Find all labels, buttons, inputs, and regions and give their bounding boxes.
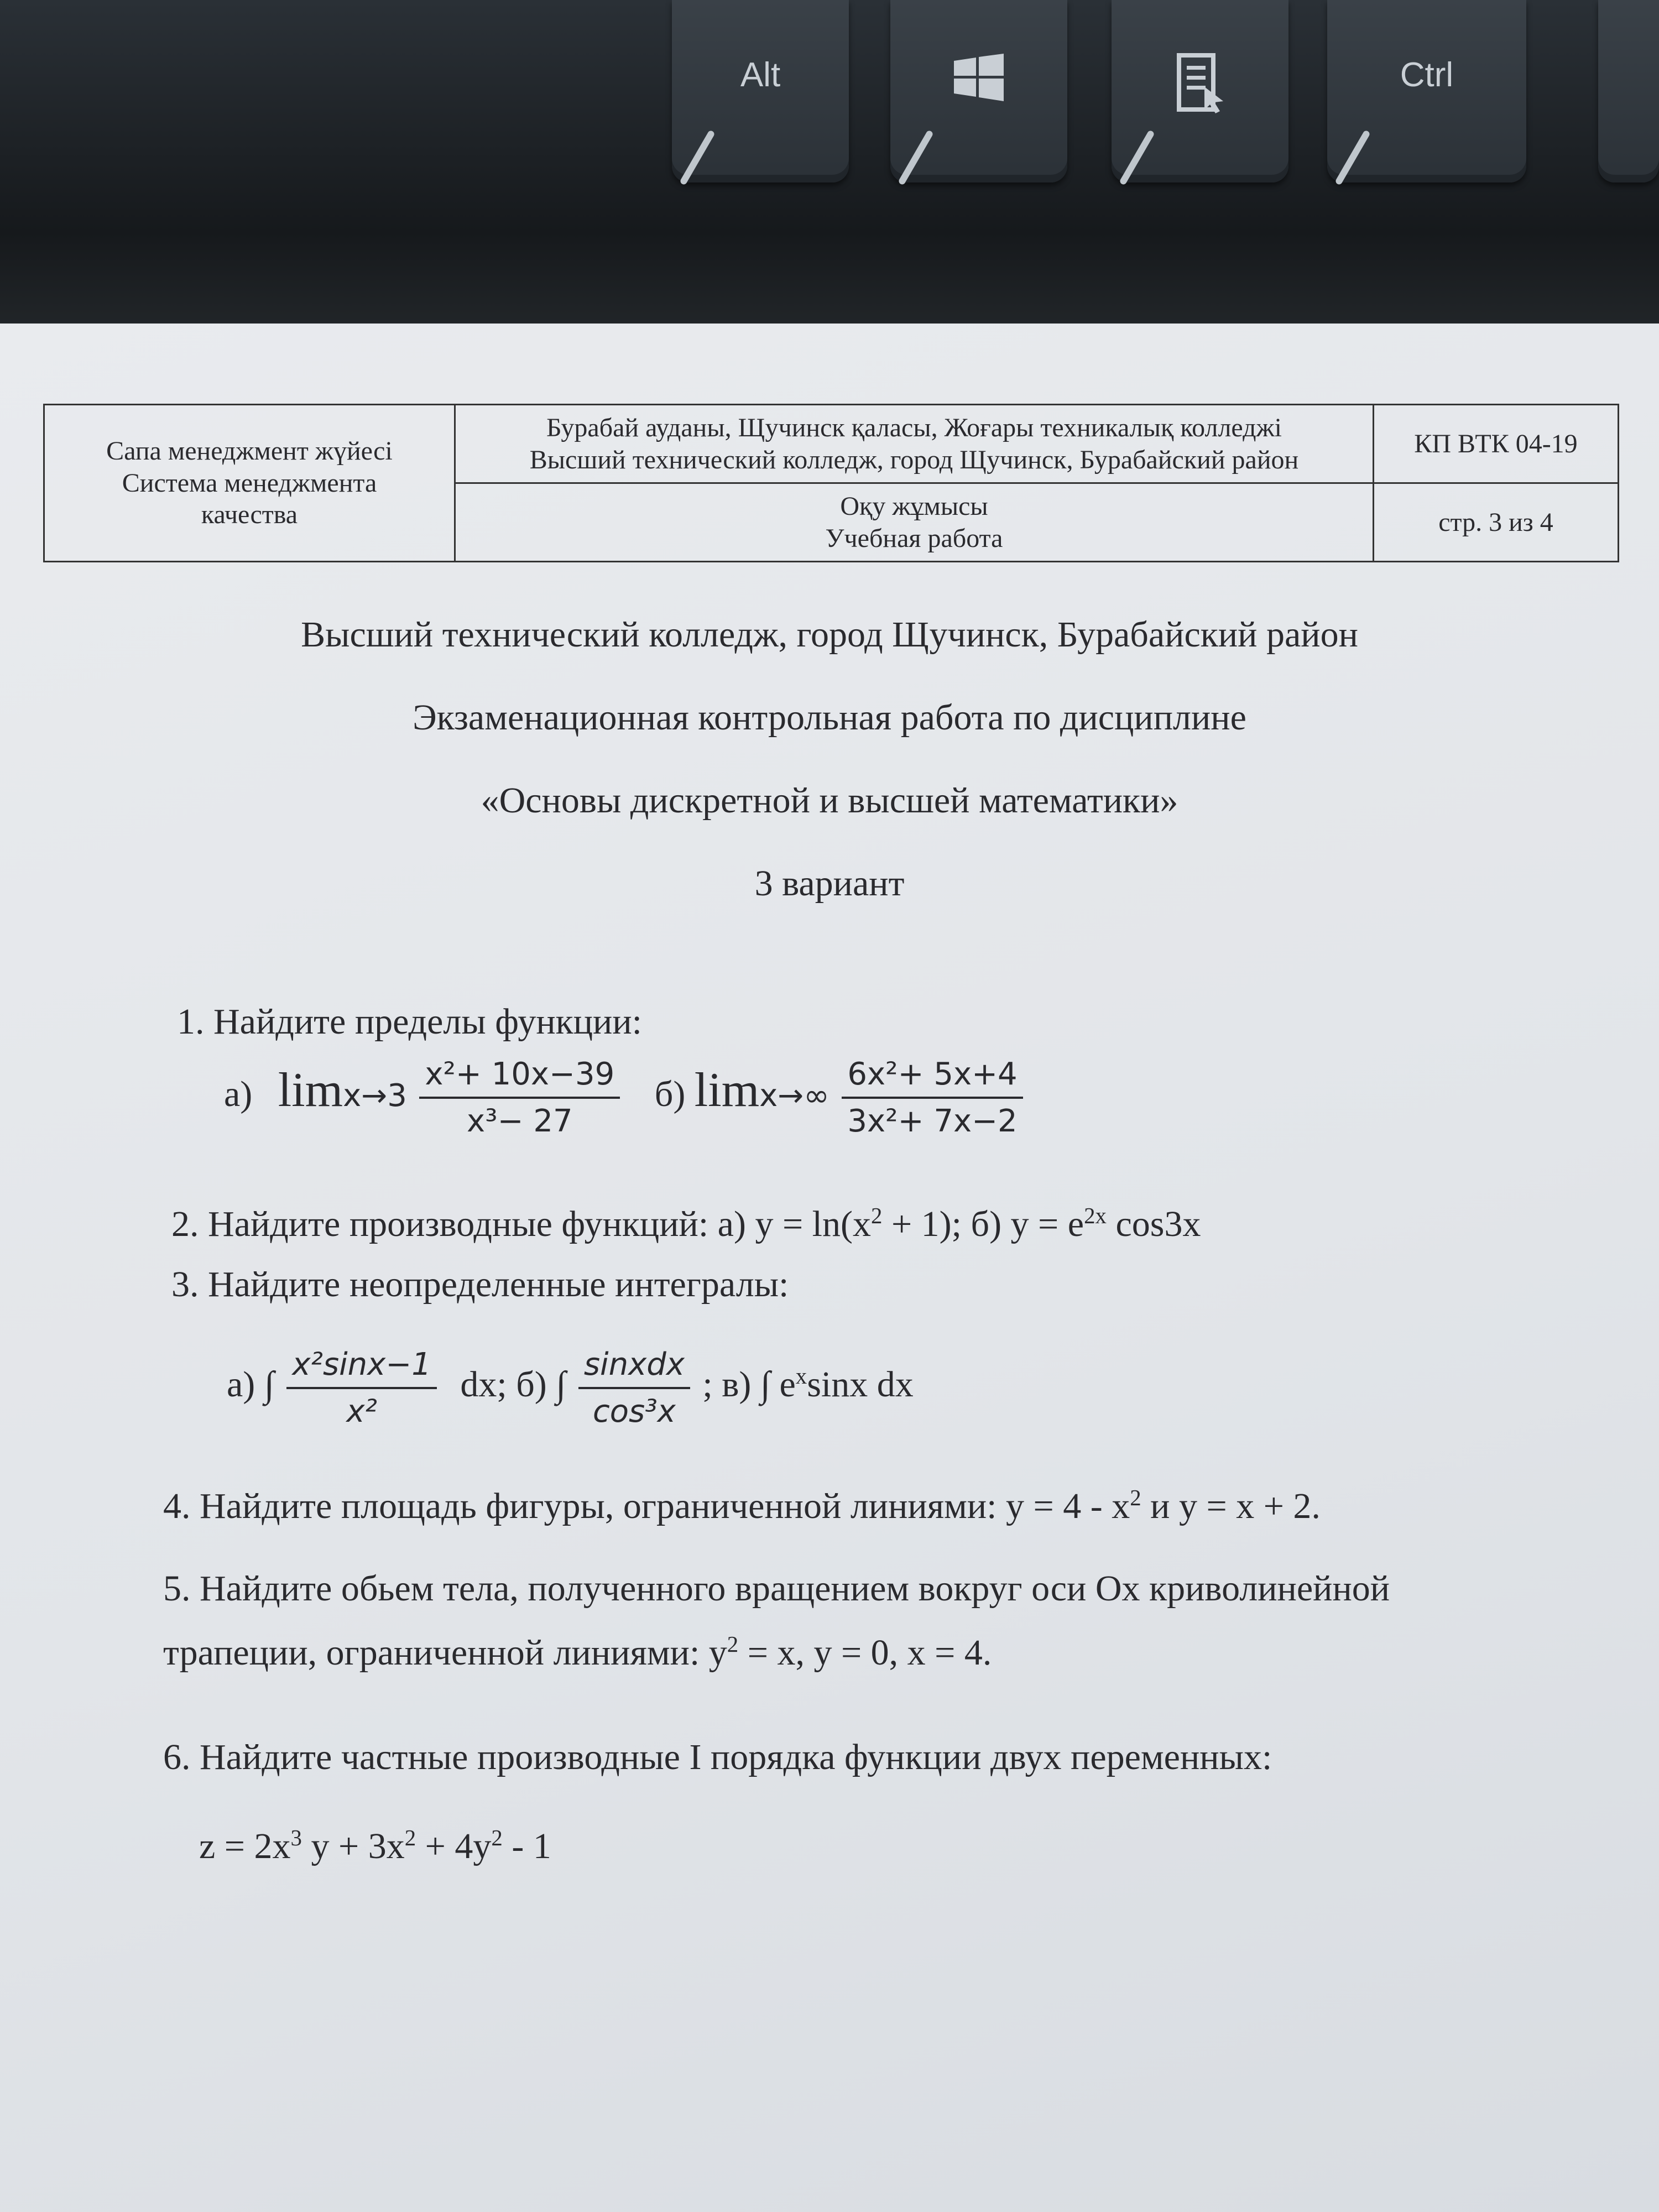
task-2-text2: + 1); б) y = e [882, 1204, 1084, 1244]
work-ru: Учебная работа [825, 523, 1003, 553]
discipline-title: «Основы дискретной и высшей математики» [481, 780, 1178, 821]
keyboard [0, 0, 1659, 332]
exam-title: Экзаменационная контрольная работа по дисциплине [413, 697, 1246, 738]
task-2 [171, 1203, 1201, 1245]
exam-sheet [0, 324, 1659, 2212]
task-3-title: 3. Найдите неопределенные интегралы: [171, 1264, 789, 1305]
task-6-s1: 3 [290, 1825, 302, 1850]
task-1a-numerator: x²+ 10x−39 [419, 1056, 620, 1099]
task-5-text2: = x, y = 0, x = 4. [738, 1632, 992, 1673]
task-4-text2: и y = x + 2. [1141, 1486, 1321, 1526]
college-ru: Высший технический колледж, город Щучинск, Бурабайский район [529, 445, 1299, 474]
task-3b-fraction [578, 1347, 690, 1430]
alt-key[interactable] [672, 0, 849, 182]
task-1b-numerator: 6x²+ 5x+4 [842, 1056, 1022, 1099]
key-mark [898, 129, 933, 185]
task-3b-numerator: sinxdx [578, 1347, 690, 1389]
task-3b-tail: ; в) ∫ e [702, 1364, 796, 1405]
task-2-text: 2. Найдите производные функций: а) y = ln(x [171, 1204, 871, 1244]
task-1a-sub: x→3 [343, 1078, 407, 1114]
variant-title: 3 вариант [754, 863, 905, 904]
task-3a-tail: dx; б) ∫ [460, 1364, 566, 1405]
work-kz: Оқу жұмысы [840, 492, 988, 521]
windows-icon [951, 53, 1006, 102]
task-5-line2 [163, 1631, 992, 1674]
page-number: стр. 3 из 4 [1374, 483, 1619, 562]
task-1a-denominator: x³− 27 [467, 1103, 573, 1139]
menu-key[interactable] [1112, 0, 1288, 182]
qms-ru2: качества [201, 500, 298, 530]
task-5-text: трапеции, ограниченной линиями: y [163, 1632, 727, 1673]
task-1-title: 1. Найдите пределы функции: [177, 1001, 643, 1042]
qms-kz: Сапа менеджмент жүйесі [106, 436, 393, 466]
work-cell [455, 483, 1374, 562]
task-1-limits [224, 1056, 1026, 1139]
task-6-f4: - 1 [502, 1826, 551, 1866]
task-4 [163, 1485, 1321, 1527]
college-kz: Бурабай ауданы, Щучинск қаласы, Жоғары техникалық колледжі [546, 413, 1282, 442]
task-6-f3: + 4y [416, 1826, 492, 1866]
task-1b-denominator: 3x²+ 7x−2 [847, 1103, 1018, 1139]
windows-key[interactable] [890, 0, 1067, 182]
qms-cell [44, 405, 455, 562]
ctrl-key-label: Ctrl [1400, 56, 1454, 94]
task-3a-fraction [286, 1347, 437, 1430]
task-3a-denominator: x² [346, 1394, 377, 1430]
menu-icon [1172, 53, 1228, 113]
document-header-table [43, 404, 1619, 562]
task-6-f1: z = 2x [199, 1826, 291, 1866]
task-6-title: 6. Найдите частные производные I порядка функции двух переменных: [163, 1737, 1272, 1777]
task-4-sup: 2 [1130, 1485, 1141, 1510]
task-3b-denominator: cos³x [592, 1394, 676, 1430]
doc-code: КП ВТК 04-19 [1374, 405, 1619, 483]
task-2-text3: cos3x [1106, 1204, 1201, 1244]
task-6-s2: 2 [404, 1825, 416, 1850]
task-6-s3: 2 [491, 1825, 503, 1850]
task-1b-lim: lim [694, 1063, 760, 1118]
alt-key-label: Alt [740, 56, 781, 94]
ctrl-key[interactable] [1327, 0, 1526, 182]
qms-ru: Система менеджмента [122, 468, 377, 498]
college-cell [455, 405, 1374, 483]
task-3-integrals [227, 1347, 914, 1430]
task-6-f2: y + 3x [301, 1826, 405, 1866]
task-5-sup: 2 [727, 1632, 739, 1657]
college-title: Высший технический колледж, город Щучинск, Бурабайский район [301, 614, 1358, 655]
partial-key[interactable] [1598, 0, 1659, 182]
task-5-line1: 5. Найдите обьем тела, полученного вращением вокруг оси Ох криволинейной [163, 1568, 1390, 1609]
task-3c-tail: sinx dx [807, 1364, 914, 1405]
task-2-sup2: 2x [1084, 1203, 1107, 1228]
key-mark [679, 129, 715, 185]
task-3a-numerator: x²sinx−1 [286, 1347, 437, 1389]
task-4-text: 4. Найдите площадь фигуры, ограниченной линиями: y = 4 - x [163, 1486, 1130, 1526]
task-6-function [199, 1825, 551, 1867]
task-3c-sup: x [795, 1364, 807, 1389]
task-1a-label: а) [224, 1074, 253, 1115]
task-3a-label: а) ∫ [227, 1364, 274, 1405]
key-mark [1334, 129, 1370, 185]
task-1a-fraction [419, 1056, 620, 1139]
task-2-sup1: 2 [871, 1203, 883, 1228]
task-1b-sub: x→∞ [759, 1078, 830, 1114]
key-mark [1119, 129, 1155, 185]
task-1b-label: б) [654, 1074, 686, 1115]
task-1b-fraction [842, 1056, 1022, 1139]
task-1a-lim: lim [278, 1063, 343, 1118]
